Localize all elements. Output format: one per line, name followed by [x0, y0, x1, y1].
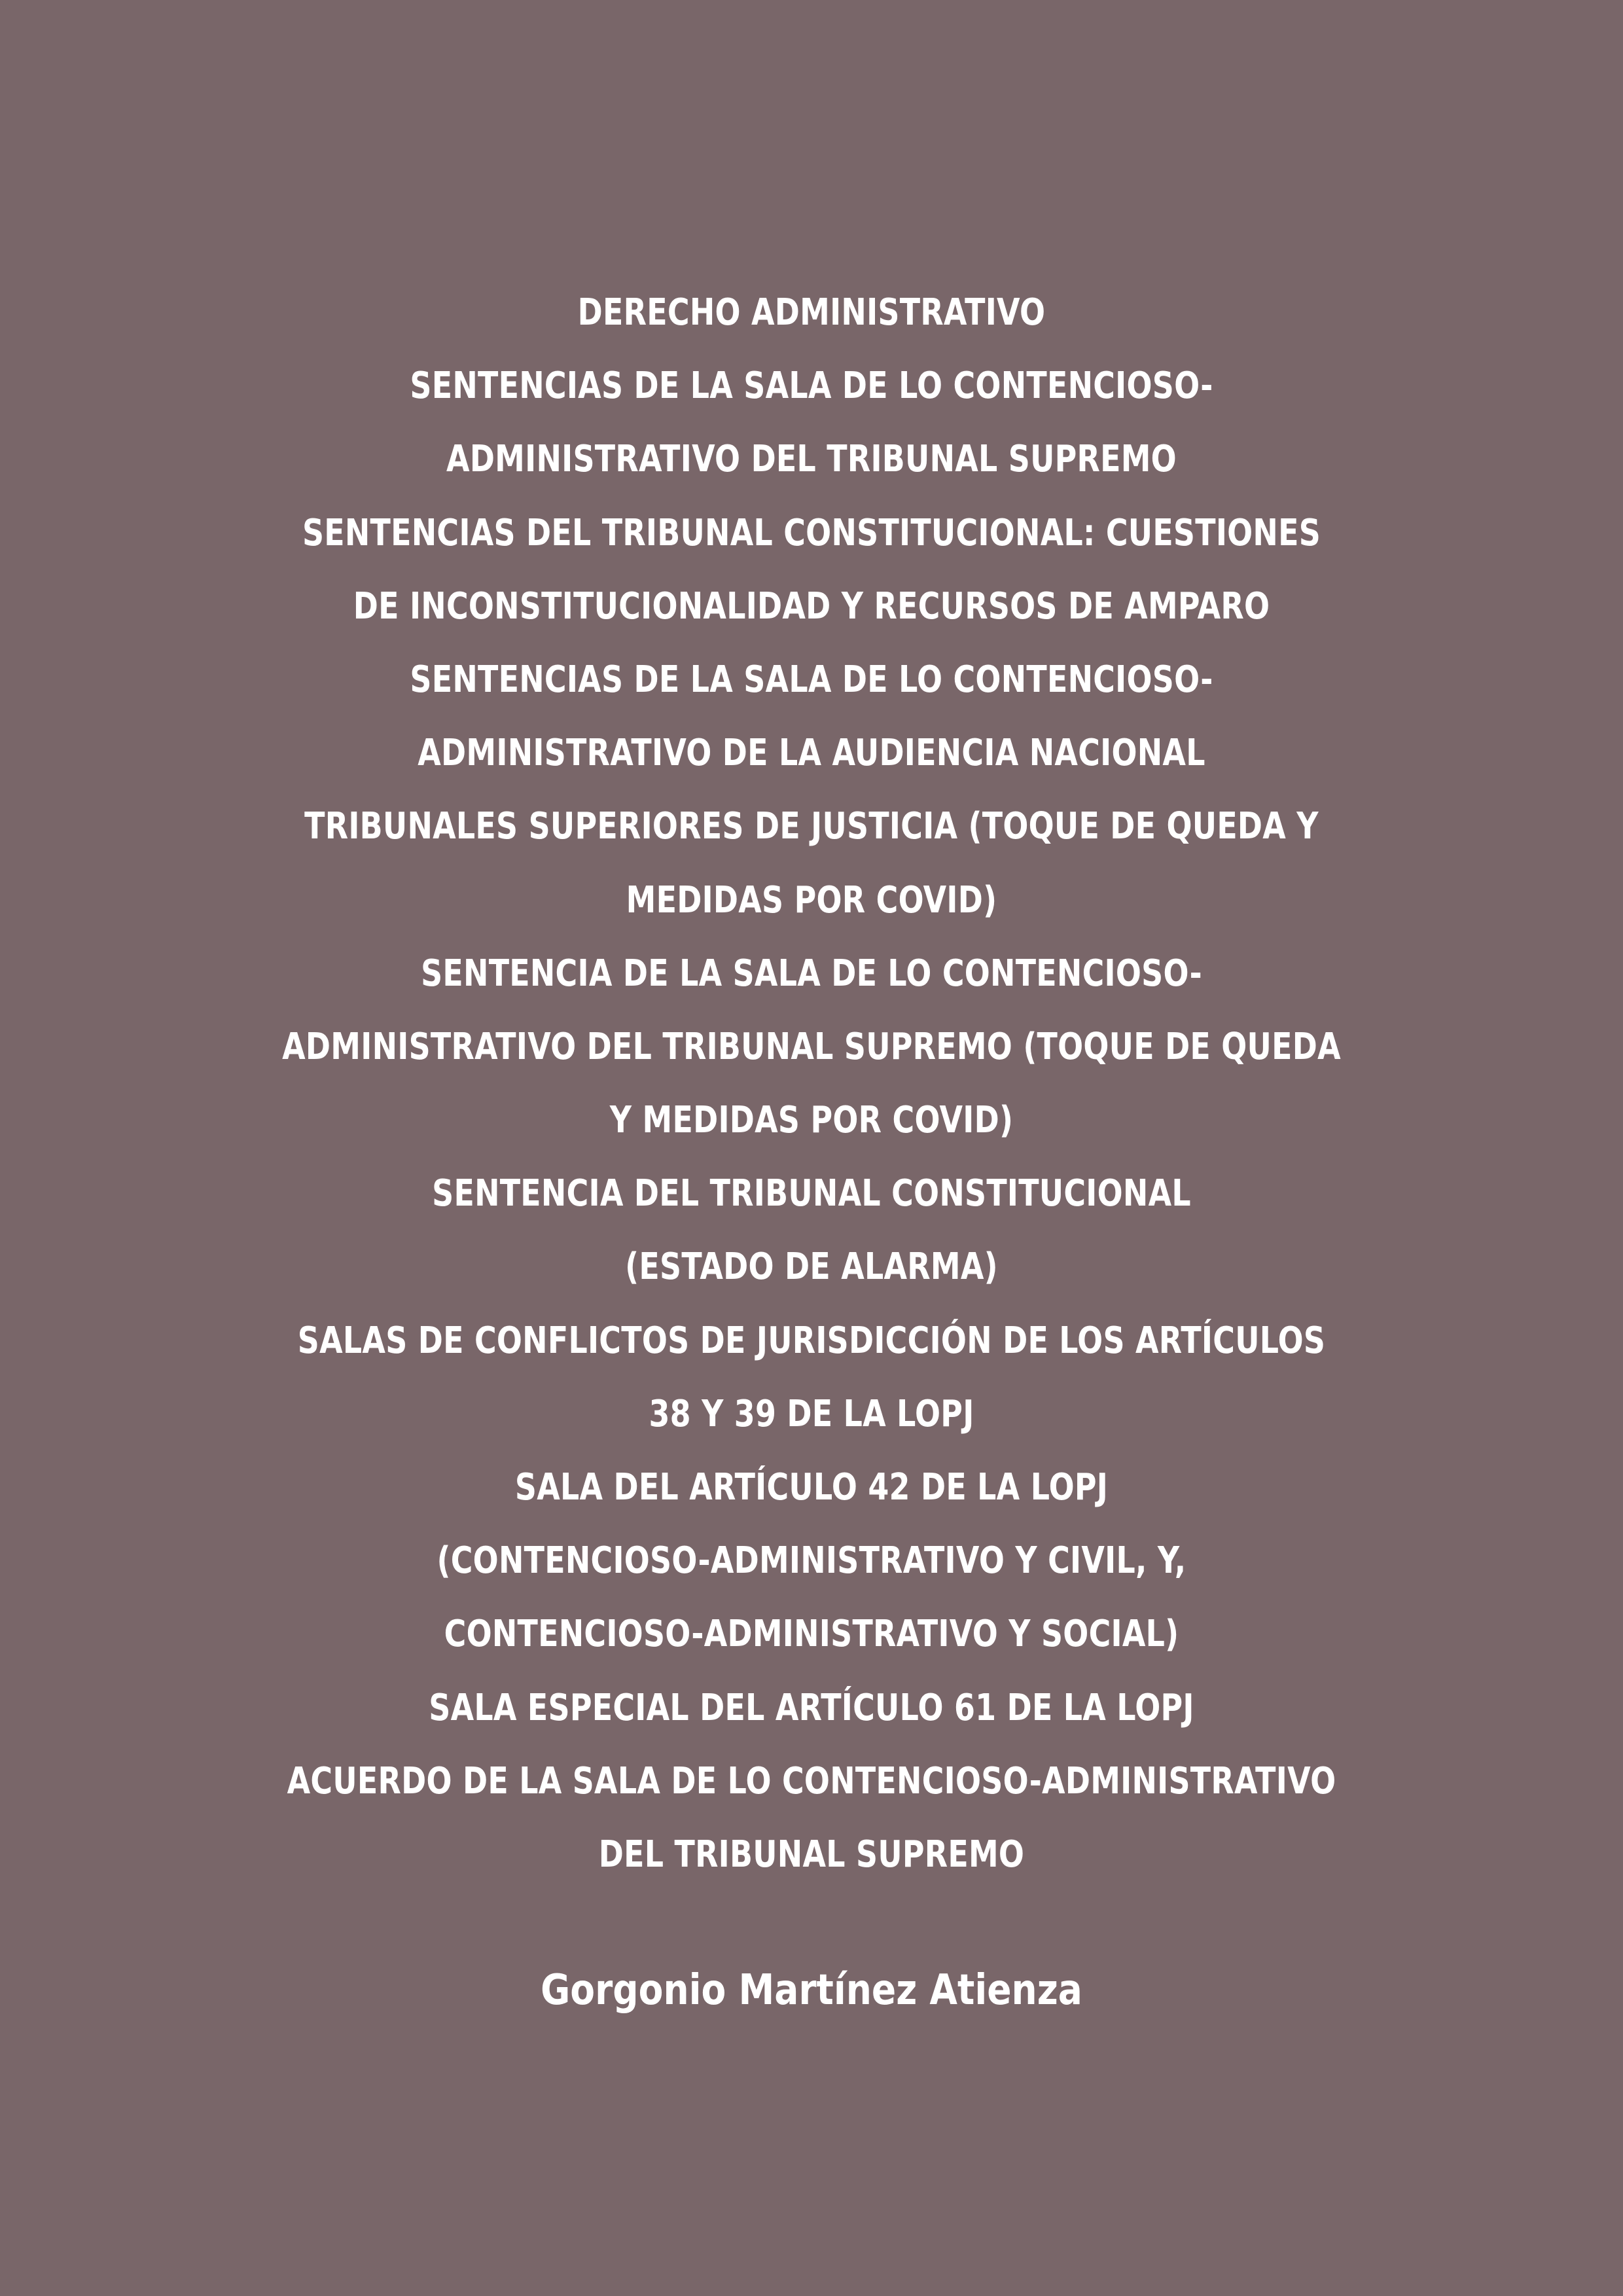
author-name: Gorgonio Martínez Atienza [541, 1966, 1082, 2015]
title-line: TRIBUNALES SUPERIORES DE JUSTICIA (TOQUE DE QUEDA Y [304, 805, 1319, 848]
title-line: ACUERDO DE LA SALA DE LO CONTENCIOSO-ADMINISTRATIVO [287, 1759, 1336, 1803]
title-line: DERECHO ADMINISTRATIVO [577, 291, 1046, 334]
title-line: MEDIDAS POR COVID) [626, 878, 997, 922]
title-line: SALA DEL ARTÍCULO 42 DE LA LOPJ [514, 1466, 1109, 1509]
title-line: SALA ESPECIAL DEL ARTÍCULO 61 DE LA LOPJ [429, 1686, 1194, 1729]
title-line: ADMINISTRATIVO DEL TRIBUNAL SUPREMO (TOQUE DE QUEDA [282, 1025, 1341, 1068]
title-line: SENTENCIA DEL TRIBUNAL CONSTITUCIONAL [432, 1172, 1191, 1215]
title-line: DEL TRIBUNAL SUPREMO [598, 1833, 1025, 1876]
title-line: 38 Y 39 DE LA LOPJ [649, 1392, 974, 1435]
cover-title-block [72, 276, 1551, 1892]
title-line: ADMINISTRATIVO DE LA AUDIENCIA NACIONAL [418, 732, 1205, 775]
title-line: (CONTENCIOSO-ADMINISTRATIVO Y CIVIL, Y, [437, 1539, 1186, 1583]
title-line: SALAS DE CONFLICTOS DE JURISDICCIÓN DE LOS ARTÍCULOS [297, 1319, 1326, 1362]
title-line: ADMINISTRATIVO DEL TRIBUNAL SUPREMO [446, 438, 1177, 481]
title-line: (ESTADO DE ALARMA) [625, 1246, 998, 1289]
title-line: Y MEDIDAS POR COVID) [609, 1099, 1014, 1142]
title-line: CONTENCIOSO-ADMINISTRATIVO Y SOCIAL) [444, 1613, 1179, 1656]
title-line: DE INCONSTITUCIONALIDAD Y RECURSOS DE AMPARO [353, 584, 1270, 628]
title-line: SENTENCIAS DE LA SALA DE LO CONTENCIOSO- [410, 365, 1213, 408]
title-line: SENTENCIA DE LA SALA DE LO CONTENCIOSO- [421, 952, 1202, 995]
title-line: SENTENCIAS DEL TRIBUNAL CONSTITUCIONAL: CUESTIONES [302, 511, 1321, 554]
title-line: SENTENCIAS DE LA SALA DE LO CONTENCIOSO- [410, 658, 1213, 701]
